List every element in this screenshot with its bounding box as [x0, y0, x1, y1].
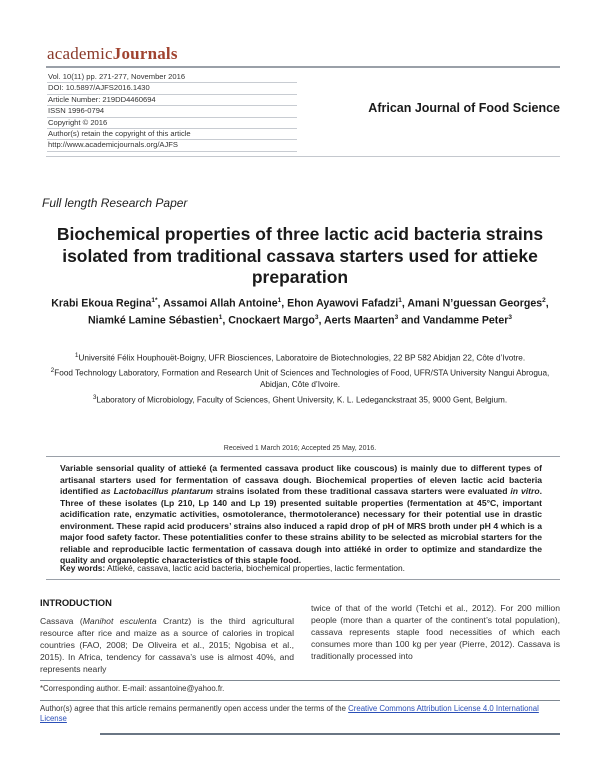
received-dates: Received 1 March 2016; Accepted 25 May, 2016.: [223, 445, 377, 452]
corresponding-author: *Corresponding author. E-mail: assantoine@yahoo.fr.: [40, 684, 225, 693]
aff-text: Food Technology Laboratory, Formation and Research Unit of Sciences and Technologies of Food, UFR/STA University Nangui Abrogua, Abidjan, Côte d’Ivoire.: [54, 368, 550, 390]
author: Amani N’guessan Georges: [407, 297, 543, 310]
license-rule: [40, 700, 560, 701]
author-sep: ,: [222, 314, 229, 327]
article-metadata: [47, 72, 297, 152]
meta-issn: ISSN 1996-0794: [47, 106, 297, 117]
intro-text: Cassava (: [40, 616, 83, 626]
author-list: [40, 294, 560, 327]
author-sup: 2: [542, 297, 546, 304]
author-sep: ,: [281, 297, 288, 310]
meta-copyright: Copyright © 2016: [47, 118, 297, 129]
header-rule: [46, 66, 560, 68]
abstract: [60, 463, 542, 567]
author: Aerts Maarten: [323, 314, 395, 327]
author-sep: ,: [157, 297, 164, 310]
author-sep: ,: [545, 297, 549, 310]
meta-url[interactable]: http://www.academicjournals.org/AJFS: [47, 140, 297, 151]
author-sup: 1: [218, 313, 223, 321]
keywords-rule: [46, 579, 560, 580]
intro-text: Crantz) is the third agricultural resource after rice and maize as a source of calories in tropical countries (FAO, 2008; De Oliveira et al., 2015; Ngobisa et al., 2015). In Africa, tendency for cassava’s use is almost 40%, and represents nearly: [40, 616, 294, 674]
footnote-rule: [40, 680, 560, 681]
intro-column-2: twice of that of the world (Tetchi et al., 2012). For 200 million people (more than a quarter of the continent’s total population), cassava represents staple food necessities of which each consumes more than 100 kg per year (Pierre, 2012). Cassava is traditionally processed into: [311, 603, 560, 661]
meta-rule: [46, 156, 560, 157]
keywords-text: Attieké, cassava, lactic acid bacteria, biochemical properties, lactic fermentation.: [105, 563, 405, 573]
logo-text-2: Journals: [112, 44, 178, 63]
meta-rights: Author(s) retain the copyright of this article: [47, 129, 297, 140]
received-rule: [46, 456, 560, 457]
author-sep: and: [398, 314, 423, 327]
meta-doi: DOI: 10.5897/AJFS2016.1430: [47, 83, 297, 94]
aff-sup: 3: [92, 393, 97, 401]
aff-sup: 2: [50, 367, 55, 375]
affiliation-2: [40, 365, 560, 391]
keywords-label: Key words:: [60, 563, 106, 573]
intro-column-1: [40, 616, 294, 676]
author-sep: ,: [401, 297, 408, 310]
article-type: Full length Research Paper: [42, 196, 188, 210]
author: Assamoi Allah Antoine: [163, 297, 278, 310]
author: Krabi Ekoua Regina: [51, 297, 152, 310]
author: Niamké Lamine Sébastien: [88, 314, 219, 327]
affiliation-1: [40, 350, 560, 364]
abstract-italic: in vitro: [510, 486, 540, 496]
author-sup: 3: [394, 313, 399, 321]
meta-article-number: Article Number: 219DD4460694: [47, 95, 297, 106]
journal-logo: [47, 44, 178, 64]
abstract-italic: as Lactobacillus plantarum: [101, 486, 214, 496]
author: Vandamme Peter: [422, 314, 509, 327]
intro-italic: Manihot esculenta: [82, 616, 157, 626]
journal-name: African Journal of Food Science: [368, 101, 560, 115]
affiliations: [40, 350, 560, 407]
aff-sup: 1: [74, 352, 79, 359]
bottom-rule: [100, 733, 560, 735]
author: Ehon Ayawovi Fafadzi: [287, 297, 399, 310]
author: Cnockaert Margo: [228, 314, 315, 327]
author-sup: 3: [508, 313, 512, 321]
abstract-text: strains isolated from these traditional cassava starters were evaluated: [213, 486, 511, 496]
section-heading: INTRODUCTION: [40, 597, 112, 608]
aff-text: Laboratory of Microbiology, Faculty of Sciences, Ghent University, K. L. Ledeganckstraat 35, 9000 Gent, Belgium.: [96, 395, 508, 405]
license-link[interactable]: Creative Commons Attribution License 4.0 International License: [40, 704, 539, 724]
article-title: Biochemical properties of three lactic acid bacteria strains isolated from traditional cassava starters used for attieke preparation: [56, 224, 544, 287]
license-text: Author(s) agree that this article remains permanently open access under the terms of the: [40, 704, 349, 713]
author-sup: 1: [398, 297, 402, 304]
meta-volume: Vol. 10(11) pp. 271-277, November 2016: [47, 72, 297, 83]
author-sup: 1*: [151, 297, 158, 304]
keywords: [60, 563, 542, 573]
abstract-text: . Three of these isolates (Lp 210, Lp 140 and Lp 19) presented suitable properties (fermentation at 45°C, important acidification rate, enzymatic activities, osmotolerance, thermotolerance) necessary for their potential use in drastic environment. These rapid acid producers’ strains also induced a rapid drop of pH of MRS broth under pH 4 which is a major food safety factor. These potentialities confer to these strains ability to be selected as microbial starters for the reliable and reproducible lactic fermentation of cassava dough into attiéké in order to optimize and standardize the quality and organoleptic characteristics of this staple food.: [60, 486, 542, 565]
affiliation-3: [40, 392, 560, 406]
author-sup: 1: [277, 297, 282, 304]
abstract-text: Variable sensorial quality of attieké (a fermented cassava product like couscous) is mainly due to different types of artisanal starters used for fermentation of cassava dough. Biochemical properties of eleven lactic acid bacteria identified: [60, 463, 542, 496]
aff-text: Université Félix Houphouët-Boigny, UFR Biosciences, Laboratoire de Biotechnologies, 22 BP 582 Abidjan 22, Côte d’Ivotre.: [78, 353, 526, 363]
author-sup: 3: [314, 313, 319, 321]
logo-text-1: academic: [47, 44, 113, 63]
license-notice: [40, 704, 560, 725]
author-sep: ,: [318, 314, 324, 327]
